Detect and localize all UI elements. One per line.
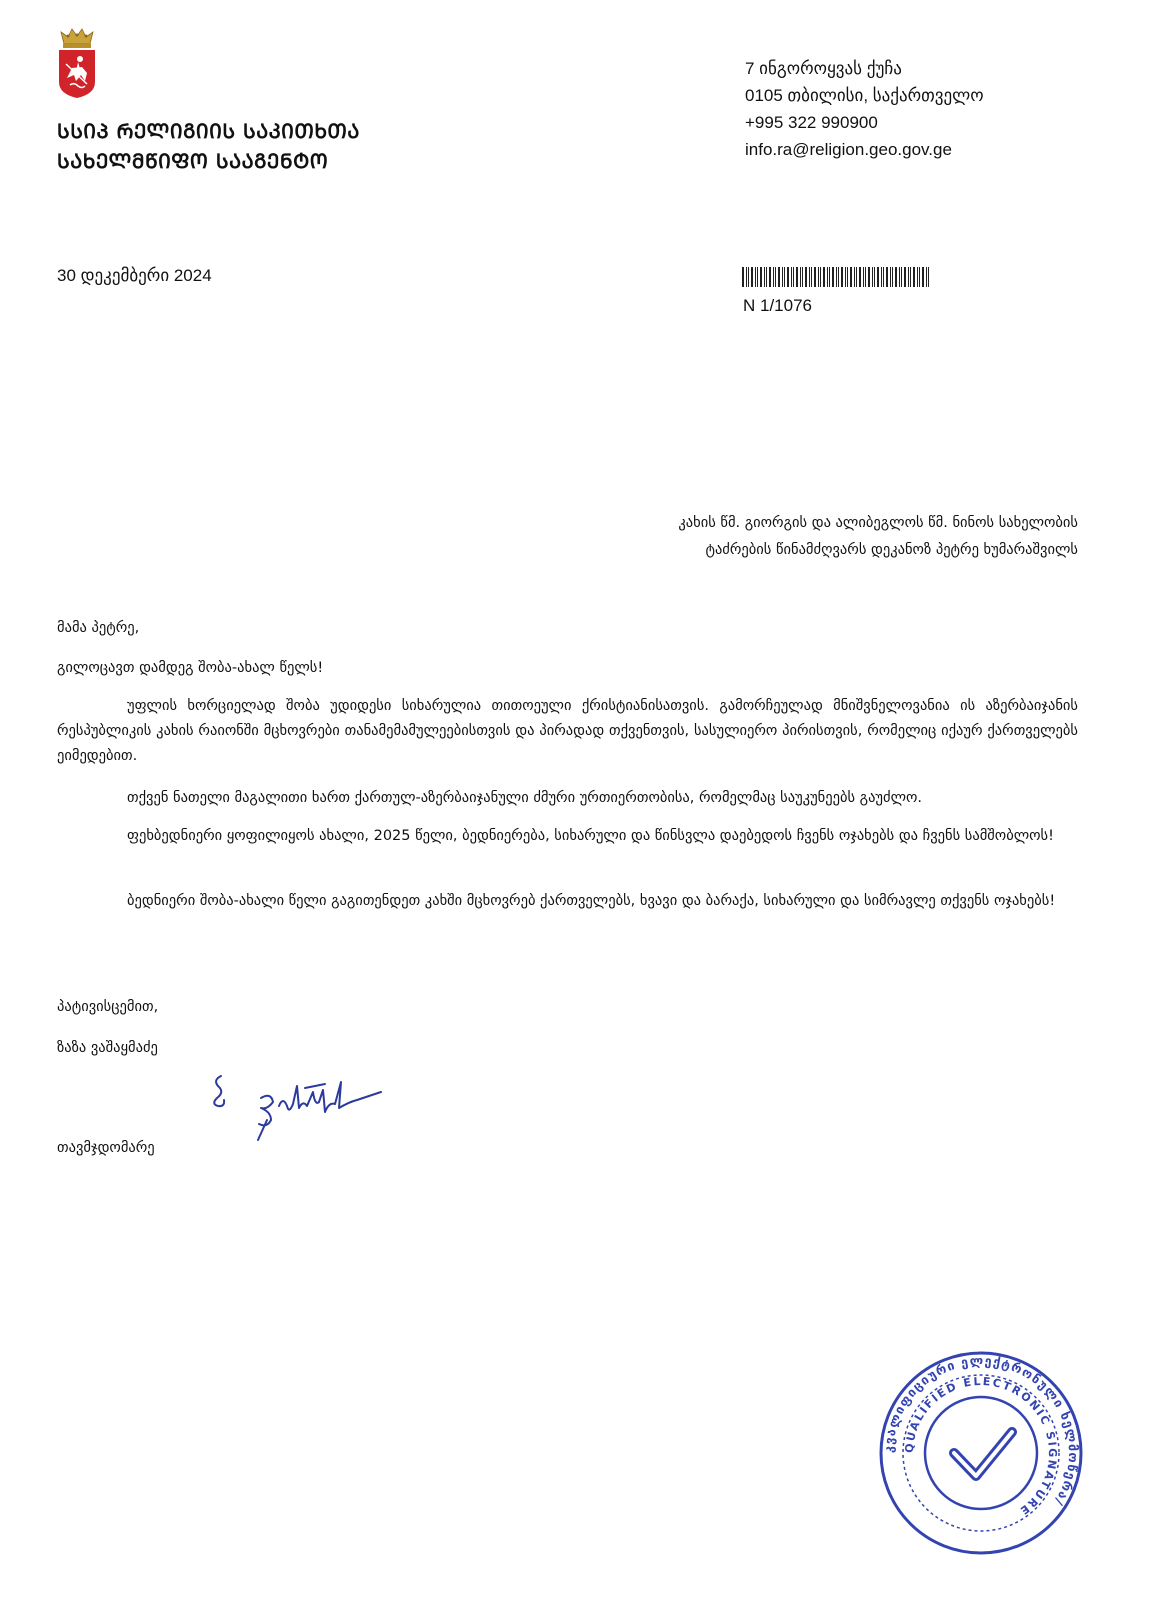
barcode-bar (901, 267, 902, 287)
barcode-bar (769, 267, 771, 287)
document-number: N 1/1076 (743, 296, 812, 315)
salutation: მამა პეტრე, (57, 620, 140, 636)
coat-of-arms-icon (56, 26, 98, 100)
barcode-bar (778, 267, 780, 287)
barcode-bar (757, 267, 758, 287)
barcode-bar (827, 267, 828, 287)
paragraph-4: ბედნიერი შობა-ახალი წელი გაგითენდეთ კახში მცხოვრებ ქართველებს, ხვავი და ბარაქა, სიხარული და სიმრავლე თქვენს ოჯახებს! (127, 893, 1056, 909)
barcode-bar (836, 267, 837, 287)
barcode-bar (863, 267, 864, 287)
organization-name (57, 116, 360, 176)
barcode-bar (886, 267, 888, 287)
barcode-bar (919, 267, 920, 287)
barcode-bar (877, 267, 879, 287)
barcode-bar (751, 267, 753, 287)
recipient-block (678, 510, 1078, 564)
contact-block (745, 55, 984, 163)
barcode-bar (814, 267, 816, 287)
barcode-bar (773, 267, 774, 287)
barcode-bar (892, 267, 893, 287)
letter-date: 30 დეკემბერი 2024 (57, 266, 212, 285)
barcode-bar (872, 267, 873, 287)
barcode-bar (802, 267, 803, 287)
barcode-bar (775, 267, 776, 287)
barcode-bar (859, 267, 861, 287)
barcode-bar (841, 267, 843, 287)
barcode-bar (782, 267, 783, 287)
barcode-bar (854, 267, 855, 287)
signer-title: თავმჯდომარე (57, 1140, 155, 1156)
barcode-bar (845, 267, 846, 287)
barcode-bar (865, 267, 866, 287)
contact-email: info.ra@religion.geo.gov.ge (745, 140, 952, 159)
barcode-icon (742, 267, 932, 287)
handwritten-signature-icon (205, 1062, 395, 1152)
paragraph-1: უფლის ხორციელად შობა უდიდესი სიხარულია თითოეული ქრისტიანისათვის. გამორჩეულად მნიშვნელოვანია ის აზერბაიჯანის რესპუბლიკის კახის რაიონში მცხოვრები თანამემამულეებისთვის და პირადად თქვენთვის, სასულიერო პირისთვის, რომელიც იქაურ ქართველებს ეიმედებით. (57, 698, 1078, 764)
barcode-bar (917, 267, 918, 287)
greeting: გილოცავთ დამდეგ შობა-ახალ წელს! (57, 660, 324, 676)
stamp-inner-text: QUALIFIED ELECTRONIC SIGNATURE (902, 1374, 1060, 1519)
barcode-bar (811, 267, 812, 287)
barcode-bar (922, 267, 924, 287)
barcode-bar (881, 267, 882, 287)
barcode-bar (793, 267, 794, 287)
barcode-bar (910, 267, 911, 287)
contact-city: 0105 თბილისი, საქართველო (745, 86, 984, 105)
stamp-outer-text: კვალიფიციური ელექტრონული ხელმოწერა/ (880, 1352, 1082, 1509)
barcode-bar (856, 267, 857, 287)
barcode-bar (868, 267, 870, 287)
barcode-bar (748, 267, 749, 287)
barcode-bar (820, 267, 821, 287)
barcode-bar (800, 267, 801, 287)
barcode-bar (742, 267, 744, 287)
barcode-bar (838, 267, 839, 287)
barcode-bar (809, 267, 810, 287)
contact-phone: +995 322 990900 (745, 113, 878, 132)
barcode-bar (818, 267, 819, 287)
barcode-bar (926, 267, 927, 287)
barcode-bar (823, 267, 825, 287)
barcode-bar (890, 267, 891, 287)
barcode-bar (766, 267, 767, 287)
barcode-bar (796, 267, 798, 287)
recipient-line-1: კახის წმ. გიორგის და ალიბეგლოს წმ. ნინოს სახელობის (678, 515, 1078, 531)
barcode-bar (760, 267, 762, 287)
barcode-bar (913, 267, 915, 287)
barcode-bar (791, 267, 792, 287)
barcode-bar (764, 267, 765, 287)
barcode-bar (904, 267, 906, 287)
checkmark-icon (954, 1432, 1012, 1476)
barcode-bar (832, 267, 834, 287)
barcode-bar (850, 267, 852, 287)
signer-name: ზაზა ვაშაყმაძე (57, 1040, 158, 1056)
organization-name-line-2: ᲡᲐᲮᲔᲚᲛᲬᲘᲤᲝ ᲡᲐᲐᲒᲔᲜᲢᲝ (57, 149, 329, 173)
barcode-bar (784, 267, 785, 287)
barcode-bar (805, 267, 807, 287)
recipient-line-2: ტაძრების წინამძღვარს დეკანოზ პეტრე ხუმარაშვილს (705, 542, 1078, 558)
barcode-bar (874, 267, 875, 287)
contact-street: 7 ინგოროყვას ქუჩა (745, 59, 902, 78)
barcode-bar (847, 267, 848, 287)
barcode-bar (895, 267, 897, 287)
barcode-bar (899, 267, 900, 287)
barcode-bar (928, 267, 929, 287)
barcode-bar (908, 267, 909, 287)
paragraph-2: თქვენ ნათელი მაგალითი ხართ ქართულ-აზერბაიჯანული ძმური ურთიერთობისა, რომელმაც საუკუნეებს გაუძლო. (127, 790, 923, 806)
barcode-bar (755, 267, 756, 287)
paragraph-3: ფეხბედნიერი ყოფილიყოს ახალი, 2025 წელი, ბედნიერება, სიხარული და წინსვლა დაებედოს ჩვენს ოჯახებს და ჩვენს სამშობლოს! (127, 828, 1054, 844)
barcode-bar (787, 267, 789, 287)
barcode-bar (746, 267, 747, 287)
barcode-bar (829, 267, 830, 287)
barcode-bar (883, 267, 884, 287)
organization-name-line-1: ᲡᲡᲘᲞ ᲠᲔᲚᲘᲒᲘᲘᲡ ᲡᲐᲙᲘᲗᲮᲗᲐ (57, 119, 360, 143)
closing-regards: პატივისცემით, (57, 999, 159, 1015)
electronic-signature-stamp (876, 1348, 1086, 1558)
